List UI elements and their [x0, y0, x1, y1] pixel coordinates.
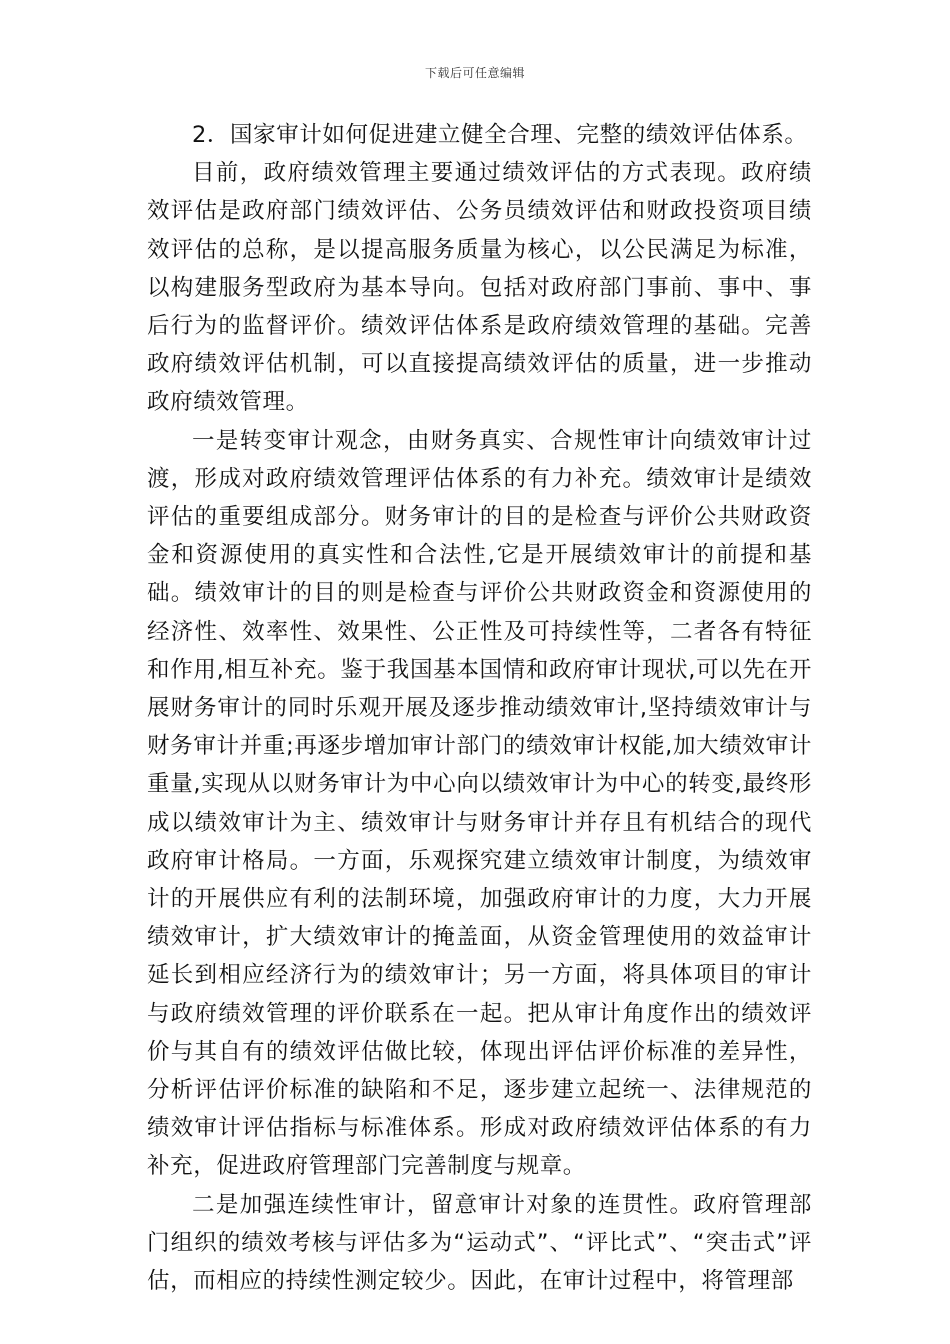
- paragraph-second-point: 二是加强连续性审计，留意审计对象的连贯性。政府管理部门组织的绩效考核与评估多为“运动式”、“评比式”、“突击式”评估，而相应的持续性测定较少。因此，在审计过程中，将管理部: [147, 1191, 812, 1295]
- document-body: [147, 116, 812, 1300]
- paragraph-intro: 目前，政府绩效管理主要通过绩效评估的方式表现。政府绩效评估是政府部门绩效评估、公务员绩效评估和财政投资项目绩效评估的总称，是以提高服务质量为核心，以公民满足为标准，以构建服务型政府为基本导向。包括对政府部门事前、事中、事后行为的监督评价。绩效评估体系是政府绩效管理的基础。完善政府绩效评估机制，可以直接提高绩效评估的质量，进一步推动政府绩效管理。: [147, 160, 812, 416]
- section-heading: 2．国家审计如何促进建立健全合理、完整的绩效评估体系。: [192, 122, 808, 148]
- page-header-note: 下载后可任意编辑: [424, 66, 525, 80]
- paragraph-first-point: 一是转变审计观念，由财务真实、合规性审计向绩效审计过渡，形成对政府绩效管理评估体系的有力补充。绩效审计是绩效评估的重要组成部分。财务审计的目的是检查与评价公共财政资金和资源使用的真实性和合法性,它是开展绩效审计的前提和基础。绩效审计的目的则是检查与评价公共财政资金和资源使用的经济性、效率性、效果性、公正性及可持续性等，二者各有特征和作用,相互补充。鉴于我国基本国情和政府审计现状,可以先在开展财务审计的同时乐观开展及逐步推动绩效审计,坚持绩效审计与财务审计并重;再逐步增加审计部门的绩效审计权能,加大绩效审计重量,实现从以财务审计为中心向以绩效审计为中心的转变,最终形成以绩效审计为主、绩效审计与财务审计并存且有机结合的现代政府审计格局。一方面，乐观探究建立绩效审计制度，为绩效审计的开展供应有利的法制环境，加强政府审计的力度，大力开展绩效审计，扩大绩效审计的掩盖面，从资金管理使用的效益审计延长到相应经济行为的绩效审计；另一方面，将具体项目的审计与政府绩效管理的评价联系在一起。把从审计角度作出的绩效评价与其自有的绩效评估做比较，体现出评估评价标准的差异性，分析评估评价标准的缺陷和不足，逐步建立起统一、法律规范的绩效审计评估指标与标准体系。形成对政府绩效评估体系的有力补充，促进政府管理部门完善制度与规章。: [147, 427, 812, 1180]
